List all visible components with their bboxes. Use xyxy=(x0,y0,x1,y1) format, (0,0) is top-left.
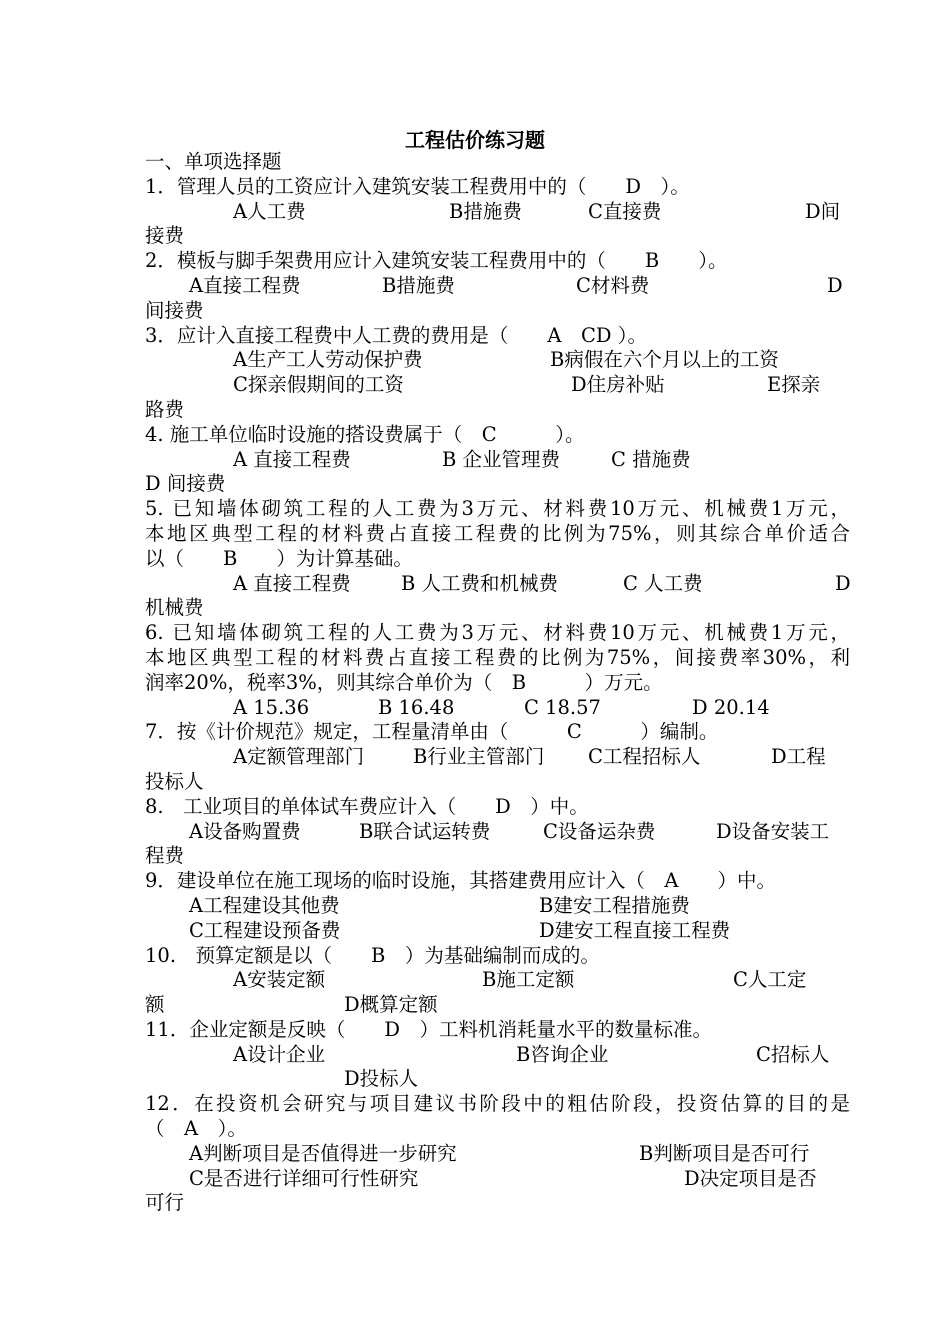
option-a: A生产工人劳动保护费 xyxy=(233,348,423,372)
option-d: D住房补贴 xyxy=(571,373,665,397)
option-b: B 16.48 xyxy=(378,695,455,719)
question-1-wrap: 接费 xyxy=(145,224,185,248)
option-c: C材料费 xyxy=(576,273,650,297)
option-e: E探亲 xyxy=(767,373,821,397)
question-10-stem: 10. 预算定额是以（ B ）为基础编制而成的。 xyxy=(145,943,600,967)
option-a: A安装定额 xyxy=(233,968,326,992)
option-d: D决定项目是否 xyxy=(684,1166,817,1190)
question-8-stem: 8. 工业项目的单体试车费应计入（ D ）中。 xyxy=(145,794,589,818)
question-9-options-row-2 xyxy=(145,919,850,944)
question-12-stem-line-2: （ A ）。 xyxy=(145,1117,247,1141)
question-5-wrap: 机械费 xyxy=(145,596,204,620)
option-b: B施工定额 xyxy=(482,968,575,992)
option-a: A设计企业 xyxy=(233,1042,326,1066)
option-a: A定额管理部门 xyxy=(233,745,365,769)
option-c: C是否进行详细可行性研究 xyxy=(189,1166,419,1190)
question-6-stem-line-2: 本地区典型工程的材料费占直接工程费的比例为75%，间接费率30%，利 xyxy=(145,645,850,669)
option-b: B病假在六个月以上的工资 xyxy=(550,348,779,372)
option-b: B判断项目是否可行 xyxy=(639,1141,810,1165)
question-6-options xyxy=(145,696,850,721)
option-c: C工程建设预备费 xyxy=(189,918,341,942)
option-c: C工程招标人 xyxy=(588,745,701,769)
option-c: C人工定 xyxy=(733,968,807,992)
option-a: A人工费 xyxy=(233,199,306,223)
option-a: A 15.36 xyxy=(233,695,310,719)
question-8-wrap: 程费 xyxy=(145,844,185,868)
question-12-stem-line-1: 12．在投资机会研究与项目建议书阶段中的粗估阶段，投资估算的目的是 xyxy=(145,1092,850,1116)
option-a: A工程建设其他费 xyxy=(189,893,340,917)
option-a: A直接工程费 xyxy=(189,273,301,297)
option-b: B 人工费和机械费 xyxy=(401,571,559,595)
question-4-options xyxy=(145,448,850,473)
question-4-stem: 4. 施工单位临时设施的搭设费属于（ C ）。 xyxy=(145,422,585,446)
option-c: C 人工费 xyxy=(623,571,703,595)
option-d: D建安工程直接工程费 xyxy=(539,918,731,942)
option-d: D工程 xyxy=(771,745,826,769)
question-11-stem: 11．企业定额是反映（ D ）工料机消耗量水平的数量标准。 xyxy=(145,1017,712,1041)
option-b: B咨询企业 xyxy=(516,1042,609,1066)
option-d: D间 xyxy=(805,199,841,223)
option-a: A 直接工程费 xyxy=(233,571,351,595)
option-c: C招标人 xyxy=(756,1042,830,1066)
document-title: 工程估价练习题 xyxy=(405,128,545,152)
question-1-options xyxy=(145,200,850,225)
option-c: C直接费 xyxy=(588,199,662,223)
option-b: B联合试运转费 xyxy=(359,819,491,843)
option-c: C 18.57 xyxy=(524,695,601,719)
question-7-stem: 7．按《计价规范》规定，工程量清单由（ C ）编制。 xyxy=(145,720,719,744)
question-12-options-row-1 xyxy=(145,1142,850,1167)
question-1-stem: 1．管理人员的工资应计入建筑安装工程费用中的（ D ）。 xyxy=(145,174,690,198)
option-d: D投标人 xyxy=(344,1067,419,1091)
question-9-stem: 9．建设单位在施工现场的临时设施，其搭建费用应计入（ A ）中。 xyxy=(145,869,776,893)
question-3-wrap: 路费 xyxy=(145,397,185,421)
question-list xyxy=(145,150,850,1216)
option-d: D概算定额 xyxy=(344,993,438,1017)
option-b: B行业主管部门 xyxy=(413,745,545,769)
question-6-stem-line-3: 润率20%，税率3%，则其综合单价为（ B ）万元。 xyxy=(145,670,663,694)
question-2-stem: 2．模板与脚手架费用应计入建筑安装工程费用中的（ B ）。 xyxy=(145,249,728,273)
section-heading: 一、单项选择题 xyxy=(145,150,282,173)
option-b: B措施费 xyxy=(382,273,455,297)
option-c: C 措施费 xyxy=(611,447,691,471)
option-d: D设备安装工 xyxy=(716,819,830,843)
question-9-options-row-1 xyxy=(145,894,850,919)
option-b: B建安工程措施费 xyxy=(539,893,690,917)
option-d: D 20.14 xyxy=(692,695,770,719)
option-c: C设备运杂费 xyxy=(543,819,656,843)
question-6-stem-line-1: 6. 已知墙体砌筑工程的人工费为3万元、材料费10万元、机械费1万元， xyxy=(145,621,850,645)
question-2-wrap: 间接费 xyxy=(145,298,204,322)
question-12-wrap: 可行 xyxy=(145,1191,185,1215)
question-5-stem-line-3: 以（ B ）为计算基础。 xyxy=(145,546,413,570)
question-4-wrap: D 间接费 xyxy=(145,472,226,496)
question-5-stem-line-1: 5. 已知墙体砌筑工程的人工费为3万元、材料费10万元、机械费1万元， xyxy=(145,497,850,521)
question-12-options-row-2 xyxy=(145,1167,850,1192)
question-3-options-row-2 xyxy=(145,373,850,398)
option-d: D xyxy=(835,571,851,595)
option-d: D xyxy=(827,273,843,297)
option-c: C探亲假期间的工资 xyxy=(233,373,404,397)
question-10-wrap: 额 D概算定额 xyxy=(145,993,438,1017)
question-8-options xyxy=(145,820,850,845)
option-b: B措施费 xyxy=(449,199,522,223)
question-11-wrap xyxy=(145,1067,850,1092)
question-3-stem: 3．应计入直接工程费中人工费的费用是（ A CD ）。 xyxy=(145,323,647,347)
question-7-wrap: 投标人 xyxy=(145,769,204,793)
question-7-options xyxy=(145,745,850,770)
question-11-options xyxy=(145,1043,850,1068)
option-a: A判断项目是否值得进一步研究 xyxy=(189,1141,457,1165)
option-a: A 直接工程费 xyxy=(233,447,351,471)
question-5-options xyxy=(145,572,850,597)
question-10-options xyxy=(145,968,850,993)
option-b: B 企业管理费 xyxy=(442,447,561,471)
question-3-options-row-1 xyxy=(145,348,850,373)
option-a: A设备购置费 xyxy=(189,819,301,843)
question-5-stem-line-2: 本地区典型工程的材料费占直接工程费的比例为75%，则其综合单价适合 xyxy=(145,521,850,545)
question-2-options xyxy=(145,274,850,299)
